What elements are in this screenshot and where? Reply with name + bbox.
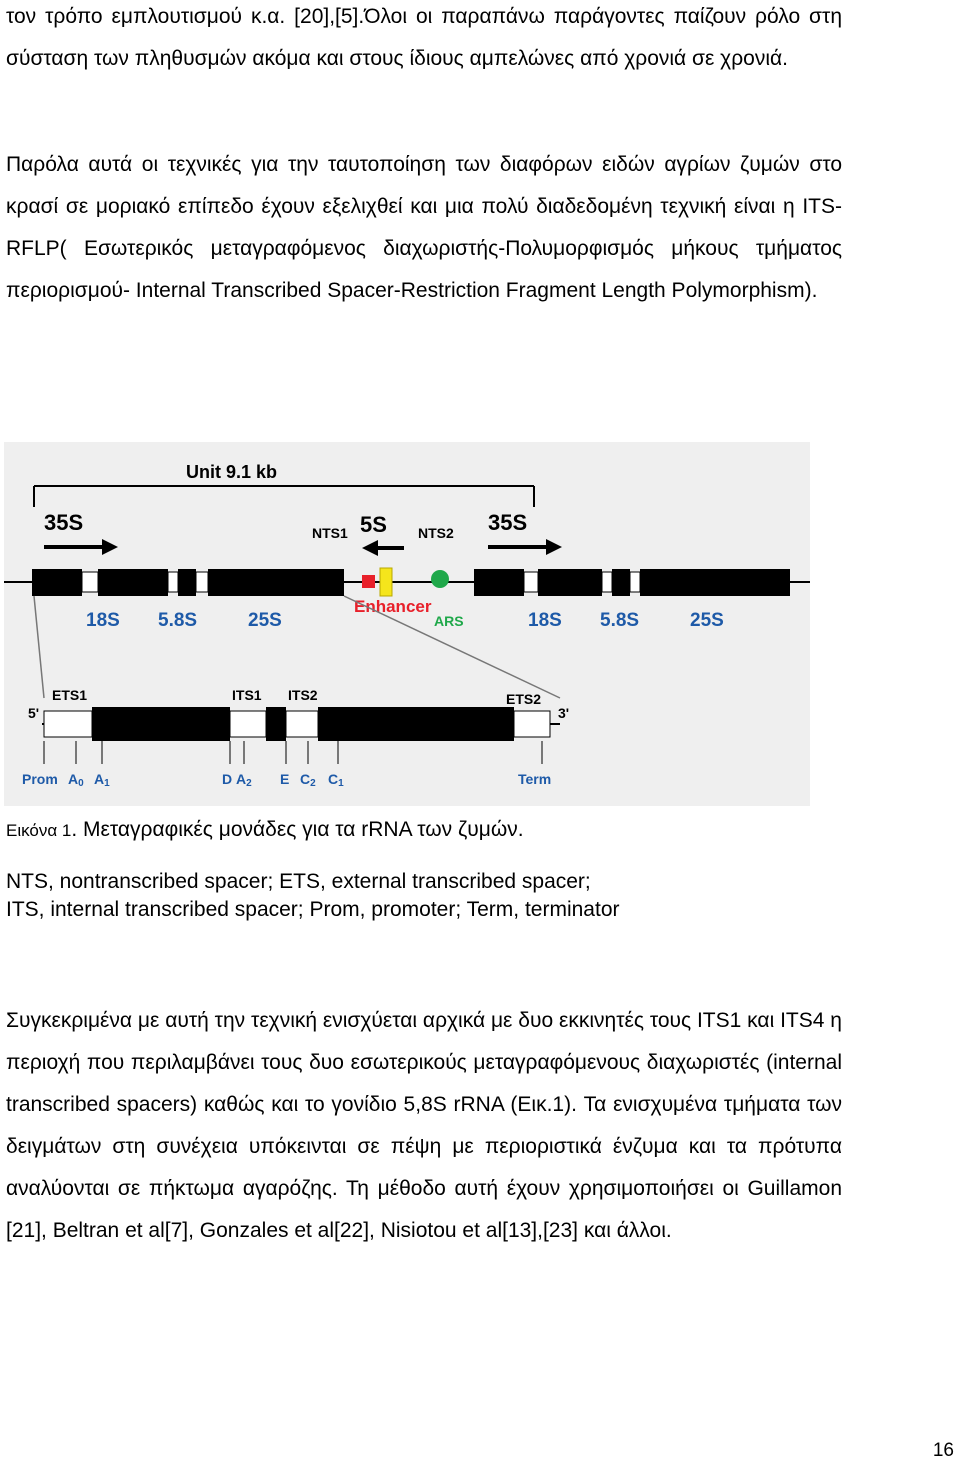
ars-marker — [431, 570, 449, 588]
arrow-right-icon — [488, 539, 562, 555]
caption-text: . Μεταγραφικές μονάδες για τα rRNA των ζυμών. — [71, 818, 524, 841]
label-a1: A1 — [94, 771, 110, 789]
gene-label-25s-right: 25S — [690, 610, 724, 631]
label-ets2: ETS2 — [506, 691, 542, 707]
rrna-transcription-unit-figure — [4, 442, 810, 806]
arrow-left-icon — [362, 540, 404, 556]
page-number: 16 — [932, 1440, 954, 1461]
processing-site-ticks — [44, 741, 542, 764]
rrna-transcript-bottom — [42, 707, 560, 741]
legend-line-1: NTS, nontranscribed spacer; ETS, external transcribed spacer; — [6, 870, 591, 893]
5s-gene-marker — [380, 568, 392, 596]
label-nts1: NTS1 — [312, 525, 348, 541]
gene-label-25s-left: 25S — [248, 610, 282, 631]
figure-caption — [6, 815, 524, 846]
unit-label: Unit 9.1 kb — [186, 462, 278, 482]
label-ars: ARS — [434, 613, 464, 629]
label-c2: C2 — [300, 771, 316, 789]
label-enhancer: Enhancer — [354, 597, 432, 616]
legend-line-2: ITS, internal transcribed spacer; Prom, promoter; Term, terminator — [6, 898, 620, 921]
label-a0: A0 — [68, 771, 84, 789]
label-e: E — [280, 771, 290, 787]
unit-bracket — [34, 462, 534, 507]
gene-label-18s-right: 18S — [528, 610, 562, 631]
label-5-prime: 5' — [28, 705, 40, 721]
gene-label-58s-right: 5.8S — [600, 610, 640, 631]
label-ets1: ETS1 — [52, 687, 88, 703]
paragraph-method: Συγκεκριμένα με αυτή την τεχνική ενισχύεται αρχικά με δυο εκκινητές τους ITS1 και ITS4 η περιοχή που περιλαμβάνει τους δυο εσωτερικούς μεταγραφόμενους διαχωριστές (internal transcribed spacers) καθώς και το γονίδιο 5,8S rRNA (Εικ.1). Τα ενισχυμένα τμήματα των δειγμάτων στη συνέχεια υπόκεινται σε πέψη με περιοριστικά ένζυμα και τα πρότυπα αναλύονται σε πήκτωμα αγαρόζης. Τη μέθοδο αυτή έχουν χρησιμοποιήσει οι Guillamon [21], Beltran et al[7], Gonzales et al[22], Nisiotou et al[13],[23] και άλλοι. — [6, 1009, 842, 1242]
label-a2: A2 — [236, 771, 252, 789]
label-3-prime: 3' — [558, 705, 570, 721]
label-prom: Prom — [22, 771, 58, 787]
caption-label: Εικόνα 1 — [6, 821, 72, 840]
label-term: Term — [518, 771, 552, 787]
label-35s-right: 35S — [488, 510, 528, 535]
label-its1: ITS1 — [232, 687, 262, 703]
paragraph-intro: τον τρόπο εμπλουτισμού κ.α. [20],[5].Όλοι οι παραπάνω παράγοντες παίζουν ρόλο στη σύσταση των πληθυσμών ακόμα και στους ίδιους αμπελώνες από χρονιά σε χρονιά. — [6, 5, 842, 70]
label-5s: 5S — [360, 512, 387, 537]
paragraph-its-rflp: Παρόλα αυτά οι τεχνικές για την ταυτοποίηση των διαφόρων ειδών αγρίων ζυμών στο κρασί σε μοριακό επίπεδο έχουν εξελιχθεί και μια πολύ διαδεδομένη τεχνική είναι η ITS-RFLP( Εσωτερικός μεταγραφόμενος διαχωριστής-Πολυμορφισμός μήκους τμήματος περιορισμού- Internal Transcribed Spacer-Restriction Fragment Length Polymorphism). — [6, 153, 842, 302]
label-d: D — [222, 771, 233, 787]
gene-label-18s-left: 18S — [86, 610, 120, 631]
label-its2: ITS2 — [288, 687, 318, 703]
enhancer-marker — [362, 575, 375, 588]
arrow-right-icon — [44, 539, 118, 555]
label-c1: C1 — [328, 771, 344, 789]
label-nts2: NTS2 — [418, 525, 454, 541]
label-35s-left: 35S — [44, 510, 84, 535]
figure-legend — [6, 868, 620, 924]
gene-label-58s-left: 5.8S — [158, 610, 198, 631]
rdna-repeat-top — [4, 569, 810, 596]
